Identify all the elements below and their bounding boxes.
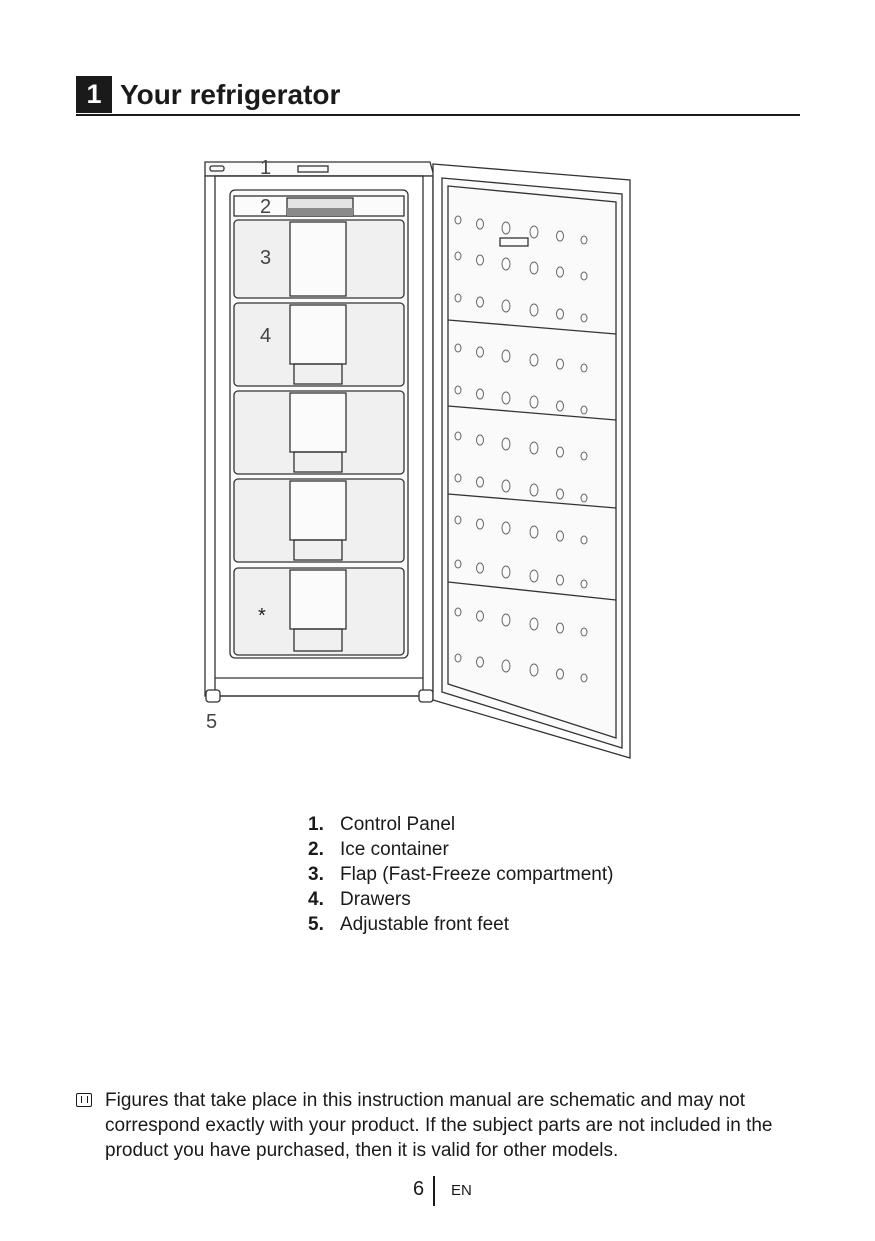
legend-item [308, 887, 613, 912]
section-header [76, 74, 800, 116]
legend-label: Adjustable front feet [340, 914, 509, 935]
legend-item [308, 912, 613, 937]
legend-item [308, 837, 613, 862]
legend-number: 2. [308, 839, 324, 860]
refrigerator-illustration [190, 150, 650, 770]
legend-item [308, 812, 613, 837]
legend-label: Control Panel [340, 814, 456, 835]
callout-1: 1 [260, 157, 272, 179]
legend-label: Ice container [340, 839, 449, 860]
legend-number: 1. [308, 814, 324, 835]
legend-item [308, 862, 613, 887]
legend-number: 3. [308, 864, 324, 885]
callout-5: 5 [206, 711, 218, 733]
language-code: EN [451, 1182, 472, 1199]
callout-3: 3 [260, 247, 272, 269]
info-icon [76, 1093, 92, 1107]
legend-label: Drawers [340, 889, 411, 910]
section-number: 1 [76, 76, 112, 113]
info-note-text: Figures that take place in this instruction manual are schematic and may not correspond exactly with your product. If the subject parts are not included in the product you have purchased, then it is valid for other models. [105, 1090, 773, 1161]
section-title: Your refrigerator [120, 79, 341, 110]
legend-number: 5. [308, 914, 324, 935]
page-number: 6 [413, 1178, 425, 1200]
parts-legend [308, 812, 613, 937]
page-footer [400, 1176, 520, 1206]
callout-4: 4 [260, 325, 272, 347]
callout-asterisk: * [258, 605, 266, 627]
refrigerator-drawing [190, 150, 650, 770]
footer-divider [433, 1176, 435, 1206]
callout-2: 2 [260, 196, 272, 218]
legend-number: 4. [308, 889, 324, 910]
legend-label: Flap (Fast-Freeze compartment) [340, 864, 614, 885]
